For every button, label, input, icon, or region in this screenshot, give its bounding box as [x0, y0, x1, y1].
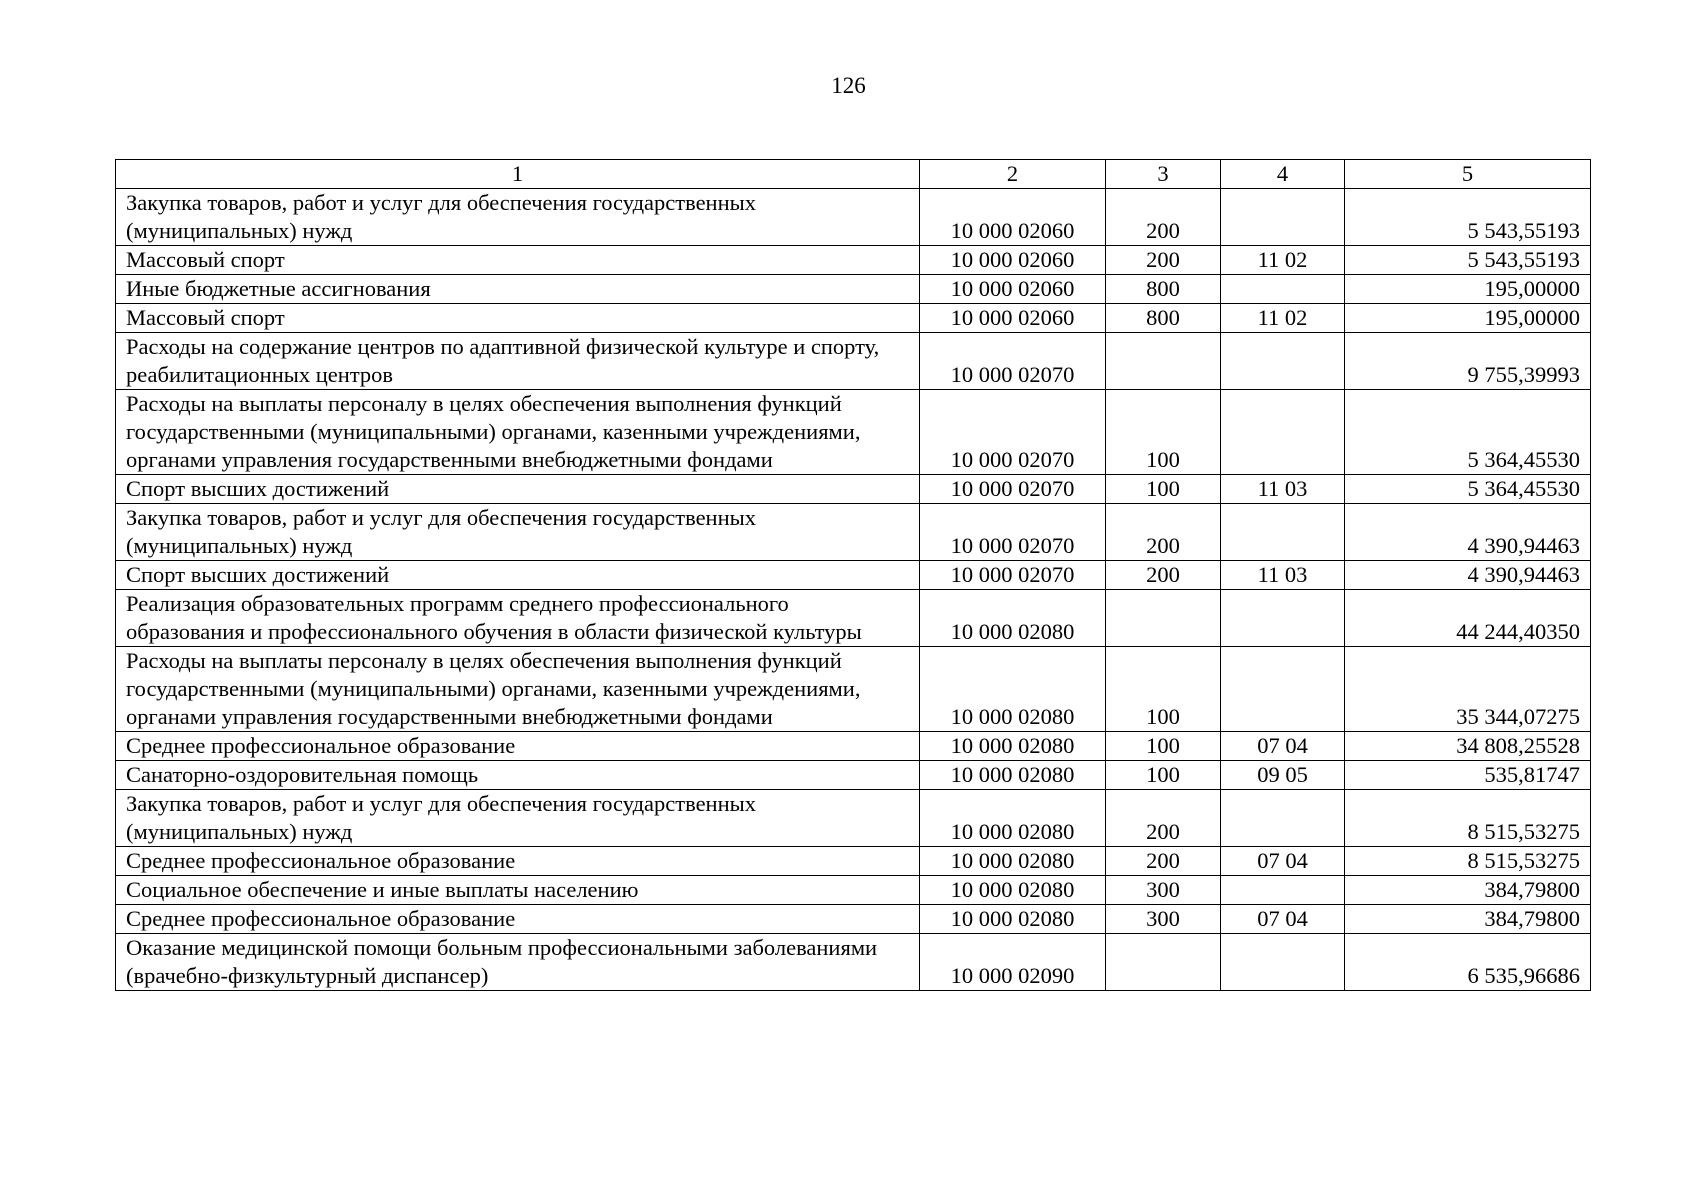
cell-amount: 35 344,07275 [1345, 647, 1591, 732]
cell-target-code: 10 000 02060 [920, 275, 1106, 304]
cell-section-code [1221, 504, 1345, 561]
cell-description: Среднее профессиональное образование [116, 732, 920, 761]
budget-table [115, 159, 1591, 991]
cell-target-code: 10 000 02070 [920, 390, 1106, 475]
table-row [116, 790, 1591, 847]
cell-expense-type: 200 [1106, 790, 1221, 847]
table-row [116, 647, 1591, 732]
cell-description: Расходы на выплаты персоналу в целях обеспечения выполнения функций государственными (муниципальными) органами, казенными учреждениями, органами управления государственными внебюджетными фондами [116, 390, 920, 475]
cell-target-code: 10 000 02060 [920, 189, 1106, 246]
cell-expense-type: 200 [1106, 504, 1221, 561]
cell-amount: 6 535,96686 [1345, 934, 1591, 991]
cell-description: Расходы на содержание центров по адаптивной физической культуре и спорту, реабилитационных центров [116, 333, 920, 390]
cell-description: Расходы на выплаты персоналу в целях обеспечения выполнения функций государственными (муниципальными) органами, казенными учреждениями, органами управления государственными внебюджетными фондами [116, 647, 920, 732]
table-row [116, 761, 1591, 790]
column-header-4: 4 [1221, 160, 1345, 189]
cell-expense-type: 200 [1106, 561, 1221, 590]
cell-description: Оказание медицинской помощи больным профессиональными заболеваниями (врачебно-физкультурный диспансер) [116, 934, 920, 991]
column-header-3: 3 [1106, 160, 1221, 189]
cell-amount: 34 808,25528 [1345, 732, 1591, 761]
cell-section-code [1221, 189, 1345, 246]
cell-amount: 384,79800 [1345, 905, 1591, 934]
cell-description: Социальное обеспечение и иные выплаты населению [116, 876, 920, 905]
cell-amount: 195,00000 [1345, 304, 1591, 333]
page-number: 126 [831, 73, 866, 98]
cell-description: Реализация образовательных программ среднего профессионального образования и профессионального обучения в области физической культуры [116, 590, 920, 647]
cell-expense-type: 800 [1106, 275, 1221, 304]
table-row [116, 847, 1591, 876]
cell-expense-type: 200 [1106, 189, 1221, 246]
column-header-5: 5 [1345, 160, 1591, 189]
table-row [116, 561, 1591, 590]
table-row [116, 475, 1591, 504]
cell-description: Спорт высших достижений [116, 561, 920, 590]
cell-expense-type: 200 [1106, 246, 1221, 275]
cell-amount: 384,79800 [1345, 876, 1591, 905]
table-row [116, 504, 1591, 561]
cell-target-code: 10 000 02080 [920, 590, 1106, 647]
cell-expense-type: 300 [1106, 905, 1221, 934]
cell-target-code: 10 000 02080 [920, 790, 1106, 847]
cell-expense-type [1106, 934, 1221, 991]
cell-description: Закупка товаров, работ и услуг для обеспечения государственных (муниципальных) нужд [116, 504, 920, 561]
table-row [116, 333, 1591, 390]
cell-expense-type: 300 [1106, 876, 1221, 905]
cell-amount: 44 244,40350 [1345, 590, 1591, 647]
cell-section-code [1221, 275, 1345, 304]
cell-target-code: 10 000 02060 [920, 246, 1106, 275]
cell-amount: 535,81747 [1345, 761, 1591, 790]
cell-target-code: 10 000 02080 [920, 847, 1106, 876]
column-header-2: 2 [920, 160, 1106, 189]
cell-description: Массовый спорт [116, 304, 920, 333]
cell-section-code: 07 04 [1221, 732, 1345, 761]
cell-expense-type [1106, 590, 1221, 647]
table-row [116, 876, 1591, 905]
cell-description: Закупка товаров, работ и услуг для обеспечения государственных (муниципальных) нужд [116, 189, 920, 246]
cell-description: Среднее профессиональное образование [116, 847, 920, 876]
cell-target-code: 10 000 02070 [920, 504, 1106, 561]
cell-expense-type: 100 [1106, 647, 1221, 732]
cell-target-code: 10 000 02090 [920, 934, 1106, 991]
cell-amount: 9 755,39993 [1345, 333, 1591, 390]
cell-expense-type: 100 [1106, 761, 1221, 790]
cell-section-code [1221, 934, 1345, 991]
table-row [116, 304, 1591, 333]
cell-expense-type: 200 [1106, 847, 1221, 876]
cell-target-code: 10 000 02080 [920, 876, 1106, 905]
cell-target-code: 10 000 02070 [920, 475, 1106, 504]
cell-amount: 8 515,53275 [1345, 847, 1591, 876]
cell-section-code [1221, 390, 1345, 475]
cell-amount: 5 364,45530 [1345, 390, 1591, 475]
cell-section-code [1221, 590, 1345, 647]
table-row [116, 590, 1591, 647]
cell-amount: 5 543,55193 [1345, 189, 1591, 246]
cell-target-code: 10 000 02060 [920, 304, 1106, 333]
table-row [116, 246, 1591, 275]
cell-amount: 4 390,94463 [1345, 504, 1591, 561]
cell-section-code: 11 02 [1221, 304, 1345, 333]
table-header-row [116, 160, 1591, 189]
cell-expense-type [1106, 333, 1221, 390]
cell-description: Иные бюджетные ассигнования [116, 275, 920, 304]
cell-section-code: 11 03 [1221, 475, 1345, 504]
cell-section-code [1221, 647, 1345, 732]
table-row [116, 732, 1591, 761]
cell-section-code [1221, 790, 1345, 847]
cell-target-code: 10 000 02070 [920, 333, 1106, 390]
table-row [116, 275, 1591, 304]
cell-amount: 5 543,55193 [1345, 246, 1591, 275]
cell-expense-type: 100 [1106, 475, 1221, 504]
cell-amount: 8 515,53275 [1345, 790, 1591, 847]
cell-amount: 195,00000 [1345, 275, 1591, 304]
cell-section-code [1221, 876, 1345, 905]
cell-section-code: 07 04 [1221, 905, 1345, 934]
cell-description: Санаторно-оздоровительная помощь [116, 761, 920, 790]
table-row [116, 390, 1591, 475]
cell-section-code: 07 04 [1221, 847, 1345, 876]
cell-target-code: 10 000 02080 [920, 732, 1106, 761]
cell-expense-type: 800 [1106, 304, 1221, 333]
cell-description: Массовый спорт [116, 246, 920, 275]
table-row [116, 934, 1591, 991]
column-header-1: 1 [116, 160, 920, 189]
cell-section-code: 11 02 [1221, 246, 1345, 275]
table-row [116, 189, 1591, 246]
cell-amount: 4 390,94463 [1345, 561, 1591, 590]
cell-target-code: 10 000 02080 [920, 905, 1106, 934]
cell-amount: 5 364,45530 [1345, 475, 1591, 504]
table-row [116, 905, 1591, 934]
cell-description: Закупка товаров, работ и услуг для обеспечения государственных (муниципальных) нужд [116, 790, 920, 847]
cell-description: Спорт высших достижений [116, 475, 920, 504]
cell-section-code: 11 03 [1221, 561, 1345, 590]
cell-target-code: 10 000 02070 [920, 561, 1106, 590]
budget-table-body [116, 160, 1591, 991]
cell-section-code: 09 05 [1221, 761, 1345, 790]
cell-expense-type: 100 [1106, 390, 1221, 475]
cell-section-code [1221, 333, 1345, 390]
cell-expense-type: 100 [1106, 732, 1221, 761]
cell-target-code: 10 000 02080 [920, 761, 1106, 790]
cell-description: Среднее профессиональное образование [116, 905, 920, 934]
cell-target-code: 10 000 02080 [920, 647, 1106, 732]
